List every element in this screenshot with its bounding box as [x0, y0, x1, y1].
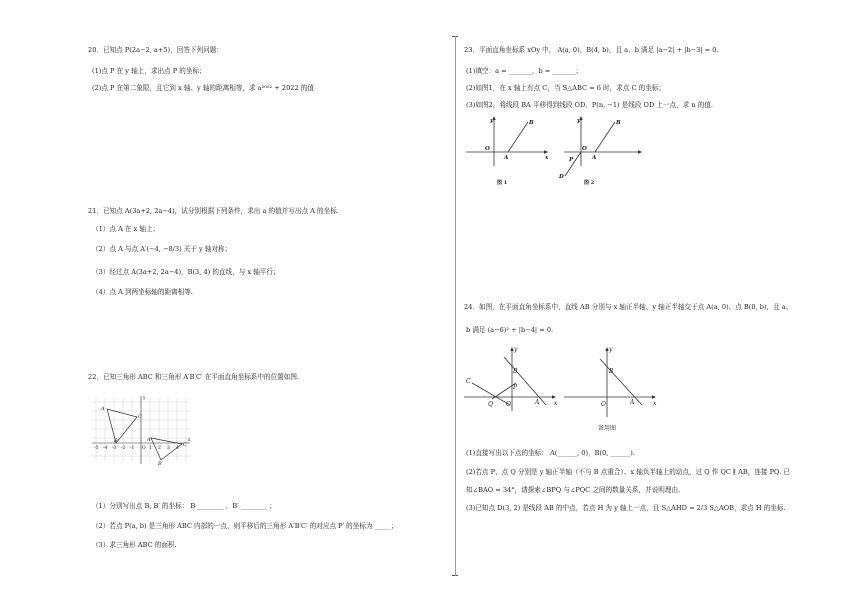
q22-tick: 1 [149, 446, 152, 451]
q22-tick: -4 [103, 446, 108, 451]
q24-spare-x-label: x [653, 400, 657, 407]
q24-spare-point-label: B [609, 368, 614, 375]
q23-part1: (1)填空：a = _______，b = _______； [466, 67, 583, 75]
q24-stem-line2: b 满足 (a−6)² + |b−4| = 0. [466, 326, 554, 334]
q21-stem: 21．已知点 A(3a+2, 2a−4)，试分别根据下列条件，求出 a 的值并写出点 A 的坐标. [88, 207, 339, 215]
q24-main-figure [464, 346, 558, 411]
q22-point-label: A′ [147, 437, 152, 443]
q23-fig2-point-label: P [569, 157, 574, 163]
q23-part3: (3)如图2，将线段 BA 平移得到线段 OD，P(n, −1) 是线段 OD 上一点，求 n 的值. [466, 101, 714, 109]
q24-spare-caption: 备用图 [598, 425, 617, 432]
q22-tick: -2 [121, 446, 126, 451]
q21-part4: （4）点 A 到两坐标轴的距离相等. [92, 288, 193, 296]
q22-stem: 22．已知三角形 ABC 和三角形 A′B′C′ 在平面直角坐标系中的位置如图. [88, 373, 300, 381]
q22-part1: （1）分别写出点 B, B′ 的坐标： B ________ ，B′ ________ ； [92, 502, 276, 510]
q23-figure-2-caption: 图 2 [584, 180, 595, 186]
q20-part2: (2)点 P 在第二象限，且它到 x 轴、y 轴的距离相等，求 a²⁰²² + 2022 的值 [92, 84, 314, 92]
q22-part3: （3）求三角形 ABC 的面积. [92, 541, 177, 549]
q22-tick: 2 [158, 446, 161, 451]
q22-y-axis-label: y [143, 396, 146, 401]
q24-spare-y-label: y [609, 346, 613, 353]
q24-spare-origin-label: O [601, 401, 606, 408]
q21-part3: （3）经过点 A(3a+2, 2a−4)，B(3, 4) 的直线，与 x 轴平行； [92, 268, 280, 276]
q22-tick: -5 [94, 446, 99, 451]
q24-point-label: A [535, 399, 540, 406]
q22-tick: 3 [167, 446, 170, 451]
q23-figure-2 [558, 116, 642, 186]
right-column [458, 0, 860, 608]
q20-part1: (1)点 P 在 y 轴上，求出点 P 的坐标； [92, 67, 206, 75]
q22-point-label: C′ [183, 442, 188, 448]
q23-part2: (2)如图1，在 x 轴上有点 C，当 S△ABC = 6 时，求点 C 的坐标； [466, 84, 665, 92]
q21-part2: （2）点 A 与点 A′(−4, −8/3) 关于 y 轴对称； [92, 245, 232, 253]
q24-part2-line2: 知∠BAO = 34°，请探索∠BPQ 与∠PQC 之间的数量关系，并说明理由. [466, 486, 681, 494]
q22-x-axis-label: x [188, 438, 191, 443]
q23-fig1-y-label: y [490, 118, 494, 124]
q24-part1: (1)直接写出以下点的坐标： A(______, 0)，B(0, ______). [466, 449, 635, 457]
q22-point-label: C [138, 414, 142, 420]
q22-part2: （2）若点 P(a, b) 是三角形 ABC 内部的一点，则平移后的三角形 A′B′C′ 的对应点 P′ 的坐标为 _____； [92, 522, 398, 530]
q23-fig1-origin-label: O [485, 146, 490, 152]
q24-x-label: x [554, 400, 558, 407]
q24-point-label: P [513, 384, 518, 391]
q24-spare-figure [564, 346, 657, 432]
q23-figure-1 [466, 116, 549, 186]
q23-stem: 23．平面直角坐标系 xOy 中， A(a, 0)，B(4, b)，且 a、b 满足 |a−2| + |b−3| = 0. [464, 46, 719, 54]
q24-part2-line1: (2)若点 P、点 Q 分别是 y 轴正半轴（不与 B 点重合）、x 轴负半轴上的动点，过 Q 作 QC ∥ AB，连接 PQ. 已 [466, 468, 790, 476]
q23-fig2-y-label: y [577, 118, 581, 124]
q24-origin-label: O [506, 401, 511, 408]
q21-part1: （1）点 A 在 x 轴上； [92, 225, 160, 233]
q23-fig1-point-label: A [504, 155, 509, 161]
q22-tick: 4 [176, 446, 179, 451]
q24-stem-line1: 24．如图，在平面直角坐标系中，直线 AB 分别与 x 轴正半轴、y 轴正半轴交于点 A(a, 0)、点 B(0, b)，且 a、 [464, 303, 793, 311]
q23-figures [466, 114, 644, 190]
column-divider [455, 36, 456, 576]
q24-point-label: B [513, 368, 518, 375]
q22-point-label: B [114, 438, 118, 444]
q24-part3: (3)已知点 D(3, 2) 是线段 AB 的中点，若点 H 为 y 轴上一点，且 S△AHD = 2/3 S△AOB，求点 H 的坐标. [466, 504, 786, 512]
q23-figure-1-caption: 图 1 [497, 180, 508, 186]
q23-fig2-point-label: A [592, 155, 597, 161]
q24-spare-point-label: A [630, 399, 635, 406]
q22-tick: -3 [112, 446, 117, 451]
q22-tick: -1 [130, 446, 135, 451]
q24-figures [462, 343, 660, 438]
q22-point-label: A [101, 406, 105, 412]
q23-fig1-point-label: B [529, 120, 534, 126]
q22-point-label: B′ [158, 461, 163, 466]
q22-coordinate-figure [90, 394, 195, 466]
q22-tick: O [142, 446, 146, 451]
q24-point-label: C [466, 378, 471, 385]
q23-fig2-origin-label: O [582, 146, 587, 152]
q24-y-label: y [514, 346, 518, 353]
q23-fig2-point-label: B [616, 120, 621, 126]
q20-stem: 20．已知点 P(2a−2, a+5)，回答下列问题： [88, 46, 223, 54]
q23-fig2-point-label: D [559, 174, 564, 180]
q23-fig1-x-label: x [545, 155, 549, 161]
q24-point-label: Q [488, 401, 493, 408]
